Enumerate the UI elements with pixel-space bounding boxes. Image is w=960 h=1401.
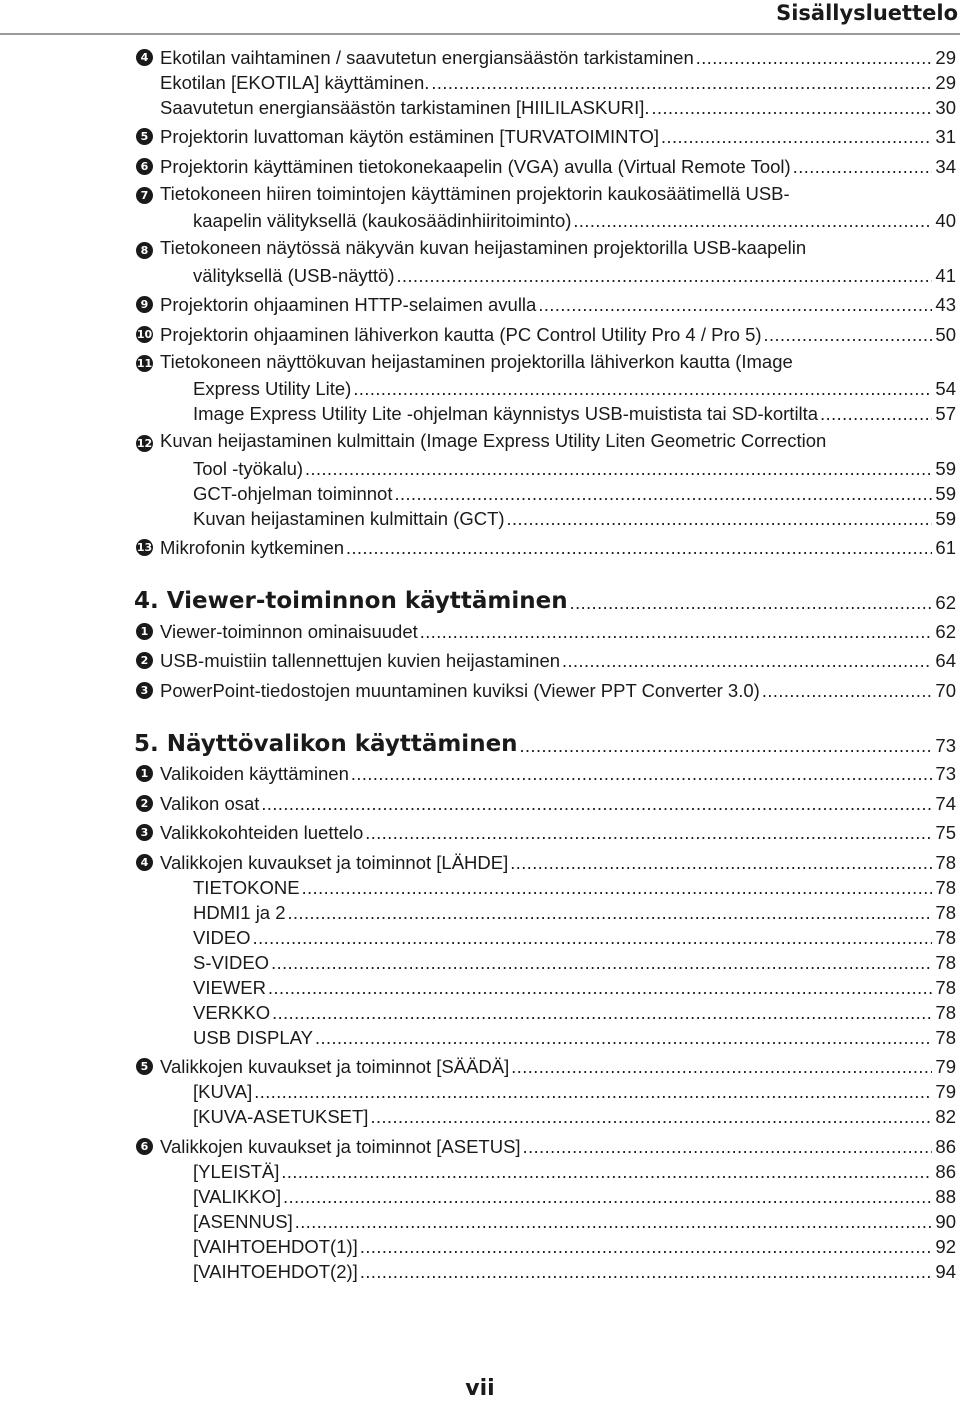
page-ref: 86 — [935, 1135, 956, 1157]
page-ref: 78 — [935, 976, 956, 998]
page-ref: 78 — [935, 876, 956, 898]
number-badge: 6 — [136, 1138, 153, 1155]
dot-leader — [764, 323, 933, 347]
subentry-title: [KUVA-ASETUKSET] — [193, 1106, 369, 1127]
entry-title: USB-muistiin tallennettujen kuvien heijastaminen — [160, 650, 561, 671]
entry-title-cont: välityksellä (USB-näyttö) — [193, 264, 395, 286]
entry-title: PowerPoint-tiedostojen muuntaminen kuviksi (Viewer PPT Converter 3.0) — [160, 679, 760, 701]
page-ref: 79 — [935, 1056, 956, 1077]
page-ref: 40 — [935, 210, 956, 231]
entry-title: Projektorin ohjaaminen HTTP-selaimen avulla — [160, 294, 537, 315]
page-ref: 64 — [935, 650, 956, 671]
entry-title-cont: Tool -työkalu) — [193, 457, 304, 479]
subentry-title: VIEWER — [193, 976, 266, 998]
subentry-title: [VALIKKO] — [193, 1185, 282, 1207]
subentry-title: TIETOKONE — [193, 876, 300, 898]
page-ref: 90 — [935, 1210, 956, 1232]
toc-subentry[interactable] — [0, 975, 960, 1000]
page-ref: 94 — [935, 1260, 956, 1282]
header-rule — [0, 33, 960, 35]
toc-subentry[interactable] — [0, 1209, 960, 1234]
page-ref: 78 — [935, 951, 956, 973]
toc-entry[interactable] — [0, 644, 960, 674]
dot-leader — [360, 1260, 933, 1284]
page-ref: 62 — [935, 592, 956, 613]
toc-subentry[interactable] — [0, 1079, 960, 1104]
page-ref: 78 — [935, 901, 956, 923]
page-ref: 62 — [935, 620, 956, 642]
dot-leader — [511, 1055, 932, 1079]
dot-leader — [295, 1210, 933, 1234]
entry-title: Valikon osat — [160, 792, 260, 814]
toc-entry[interactable] — [0, 347, 960, 377]
page-ref: 59 — [935, 507, 956, 529]
dot-leader — [353, 377, 932, 401]
dot-leader — [254, 1080, 932, 1104]
entry-title: Valikkojen kuvaukset ja toiminnot [LÄHDE] — [160, 851, 509, 873]
page-number: vii — [465, 1376, 495, 1401]
subentry-title: Image Express Utility Lite -ohjelman käynnistys USB-muistista tai SD-kortilta — [193, 403, 819, 424]
entry-title: Valikkokohteiden luettelo — [160, 822, 364, 843]
number-badge: 12 — [136, 436, 153, 450]
number-badge: 11 — [136, 357, 153, 370]
toc-subentry[interactable] — [0, 401, 960, 426]
entry-title: Kuvan heijastaminen kulmittain (Image Express Utility Liten Geometric Correction — [160, 430, 827, 451]
page-ref: 43 — [935, 294, 956, 315]
toc-entry-continuation[interactable] — [0, 456, 960, 481]
toc-entry[interactable] — [0, 531, 960, 561]
dot-leader — [652, 96, 933, 120]
entry-title: Tietokoneen näytössä näkyvän kuvan heijastaminen projektorilla USB-kaapelin — [160, 237, 807, 258]
dot-leader — [538, 293, 932, 317]
page-ref: 73 — [935, 763, 956, 784]
number-badge: 2 — [136, 795, 153, 812]
dot-leader — [510, 851, 932, 875]
subentry-title: S-VIDEO — [193, 951, 270, 973]
dot-leader — [272, 1001, 932, 1025]
page-ref: 75 — [935, 822, 956, 843]
toc-subentry[interactable] — [0, 70, 960, 95]
toc-chapter[interactable] — [0, 582, 960, 614]
number-badge: 1 — [136, 765, 153, 782]
dot-leader — [283, 1185, 932, 1209]
toc-subentry[interactable] — [0, 875, 960, 900]
dot-leader — [520, 736, 933, 757]
subentry-title: Kuvan heijastaminen kulmittain (GCT) — [193, 507, 505, 529]
toc-subentry[interactable] — [0, 1159, 960, 1184]
running-header — [0, 0, 960, 36]
page-ref: 50 — [935, 323, 956, 345]
entry-title: Projektorin ohjaaminen lähiverkon kautta (PC Control Utility Pro 4 / Pro 5) — [160, 323, 762, 345]
dot-leader — [696, 46, 933, 70]
toc-subentry[interactable] — [0, 925, 960, 950]
dot-leader — [302, 876, 933, 900]
page-ref: 29 — [935, 71, 956, 93]
toc-entry-continuation[interactable] — [0, 263, 960, 288]
page-ref: 78 — [935, 1026, 956, 1048]
entry-title: Projektorin luvattoman käytön estäminen [TURVATOIMINTO] — [160, 126, 660, 147]
number-badge: 3 — [136, 824, 153, 841]
toc-entry-continuation[interactable] — [0, 376, 960, 401]
number-badge: 1 — [136, 623, 153, 640]
dot-leader — [360, 1235, 933, 1259]
header-title: Sisällysluettelo — [776, 1, 958, 25]
page-ref: 61 — [935, 537, 956, 558]
subentry-title: Saavutetun energiansäästön tarkistaminen [HIILILASKURI]. — [160, 96, 650, 118]
dot-leader — [570, 593, 933, 614]
dot-leader — [793, 155, 933, 179]
page-ref: 54 — [935, 378, 956, 399]
toc-entry[interactable] — [0, 149, 960, 179]
page-ref: 30 — [935, 96, 956, 118]
dot-leader — [351, 762, 933, 786]
page-ref: 70 — [935, 679, 956, 701]
dot-leader — [397, 264, 933, 288]
toc-subentry[interactable] — [0, 481, 960, 506]
dot-leader — [365, 821, 932, 845]
toc-entry[interactable] — [0, 426, 960, 456]
chapter-title: 5. Näyttövalikon käyttäminen — [134, 730, 518, 757]
subentry-title: HDMI1 ja 2 — [193, 901, 286, 923]
dot-leader — [370, 1105, 932, 1129]
dot-leader — [268, 976, 932, 1000]
number-badge: 10 — [136, 327, 153, 341]
page-ref: 78 — [935, 1001, 956, 1023]
dot-leader — [394, 482, 932, 506]
page-footer — [0, 1376, 960, 1401]
subentry-title: GCT-ohjelman toiminnot — [193, 482, 393, 504]
toc-subentry[interactable] — [0, 900, 960, 925]
toc-chapter[interactable] — [0, 725, 960, 757]
page-ref: 82 — [935, 1106, 956, 1127]
page-ref: 41 — [935, 264, 956, 286]
page-ref: 59 — [935, 457, 956, 479]
entry-title: Valikoiden käyttäminen — [160, 763, 349, 784]
dot-leader — [281, 1160, 932, 1184]
dot-leader — [288, 901, 933, 925]
dot-leader — [431, 71, 932, 95]
toc-entry[interactable] — [0, 179, 960, 209]
subentry-title: Ekotilan [EKOTILA] käyttäminen. — [160, 71, 430, 93]
page-ref: 59 — [935, 482, 956, 504]
dot-leader — [315, 1026, 932, 1050]
number-badge: 8 — [136, 242, 153, 259]
entry-title-cont: Express Utility Lite) — [193, 378, 352, 399]
toc-entry[interactable] — [0, 614, 960, 644]
entry-title: Viewer-toiminnon ominaisuudet — [160, 620, 418, 642]
entry-title: Valikkojen kuvaukset ja toiminnot [SÄÄDÄ] — [160, 1056, 510, 1077]
subentry-title: [YLEISTÄ] — [193, 1160, 280, 1182]
page-ref: 29 — [935, 46, 956, 68]
number-badge: 5 — [136, 1058, 153, 1075]
toc-subentry[interactable] — [0, 1104, 960, 1129]
toc-subentry[interactable] — [0, 1259, 960, 1284]
number-badge: 4 — [136, 854, 153, 871]
chapter-title: 4. Viewer-toiminnon käyttäminen — [134, 588, 568, 614]
toc-subentry[interactable] — [0, 1000, 960, 1025]
subentry-title: USB DISPLAY — [193, 1026, 313, 1048]
page-ref: 57 — [935, 403, 956, 424]
dot-leader — [253, 926, 933, 950]
page-ref: 34 — [935, 155, 956, 177]
entry-title: Projektorin käyttäminen tietokonekaapelin (VGA) avulla (Virtual Remote Tool) — [160, 155, 791, 177]
toc-subentry[interactable] — [0, 1025, 960, 1050]
toc-entry[interactable] — [0, 786, 960, 816]
subentry-title: [VAIHTOEHDOT(1)] — [193, 1235, 358, 1257]
toc-subentry[interactable] — [0, 95, 960, 120]
entry-title: Ekotilan vaihtaminen / saavutetun energiansäästön tarkistaminen — [160, 46, 694, 68]
toc-subentry[interactable] — [0, 950, 960, 975]
subentry-title: VERKKO — [193, 1001, 271, 1023]
dot-leader — [562, 649, 932, 673]
page-ref: 92 — [935, 1235, 956, 1257]
page-ref: 74 — [935, 792, 956, 814]
page-ref: 86 — [935, 1160, 956, 1182]
entry-title-cont: kaapelin välityksellä (kaukosäädinhiiritoiminto) — [193, 210, 572, 231]
entry-title: Tietokoneen hiiren toimintojen käyttäminen projektorin kaukosäätimellä USB- — [160, 182, 790, 204]
page-ref: 88 — [935, 1185, 956, 1207]
dot-leader — [271, 951, 932, 975]
page-ref: 73 — [935, 734, 956, 756]
subentry-title: [ASENNUS] — [193, 1210, 293, 1232]
dot-leader — [661, 125, 932, 149]
number-badge: 2 — [136, 652, 153, 669]
number-badge: 13 — [136, 541, 153, 554]
toc-entry[interactable] — [0, 1050, 960, 1080]
toc-subentry[interactable] — [0, 506, 960, 531]
page-ref: 78 — [935, 926, 956, 948]
dot-leader — [346, 536, 932, 560]
dot-leader — [261, 792, 932, 816]
table-of-contents — [0, 40, 960, 1284]
toc-entry[interactable] — [0, 233, 960, 263]
number-badge: 3 — [136, 682, 153, 699]
dot-leader — [573, 209, 932, 233]
toc-entry[interactable] — [0, 1129, 960, 1159]
number-badge: 5 — [136, 128, 153, 145]
toc-entry-continuation[interactable] — [0, 208, 960, 233]
subentry-title: VIDEO — [193, 926, 251, 948]
page-ref: 31 — [935, 126, 956, 147]
entry-title: Tietokoneen näyttökuvan heijastaminen projektorilla lähiverkon kautta (Image — [160, 350, 793, 372]
number-badge: 6 — [136, 158, 153, 175]
dot-leader — [507, 507, 933, 531]
toc-subentry[interactable] — [0, 1184, 960, 1209]
entry-title: Valikkojen kuvaukset ja toiminnot [ASETUS] — [160, 1135, 521, 1157]
toc-entry[interactable] — [0, 317, 960, 347]
toc-entry[interactable] — [0, 40, 960, 70]
dot-leader — [305, 457, 932, 481]
number-badge: 9 — [136, 296, 153, 313]
toc-subentry[interactable] — [0, 1234, 960, 1259]
toc-entry[interactable] — [0, 288, 960, 318]
toc-entry[interactable] — [0, 757, 960, 787]
toc-entry[interactable] — [0, 816, 960, 846]
subentry-title: [KUVA] — [193, 1081, 253, 1102]
dot-leader — [523, 1135, 933, 1159]
dot-leader — [820, 402, 932, 426]
number-badge: 4 — [136, 49, 153, 66]
subentry-title: [VAIHTOEHDOT(2)] — [193, 1260, 358, 1282]
toc-entry[interactable] — [0, 845, 960, 875]
dot-leader — [762, 679, 933, 703]
number-badge: 7 — [136, 187, 153, 204]
toc-entry[interactable] — [0, 673, 960, 703]
page-ref: 79 — [935, 1081, 956, 1102]
toc-entry[interactable] — [0, 120, 960, 150]
entry-title: Mikrofonin kytkeminen — [160, 537, 345, 558]
dot-leader — [420, 620, 933, 644]
page-ref: 78 — [935, 851, 956, 873]
